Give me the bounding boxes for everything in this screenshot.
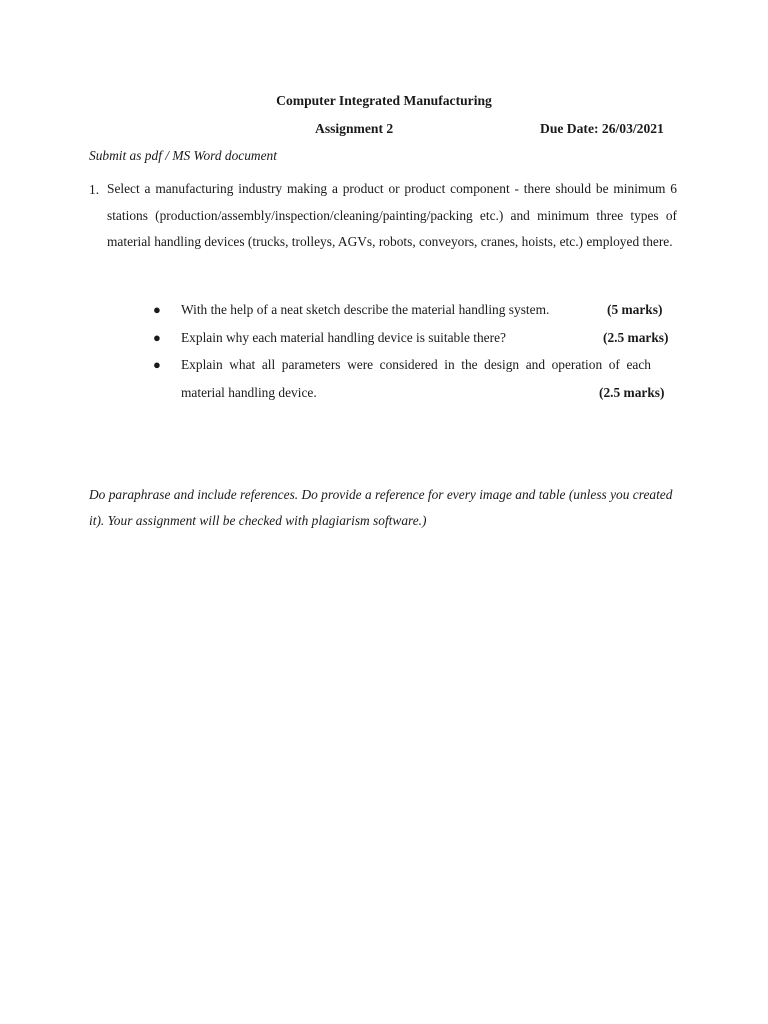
bullet-marks: (2.5 marks): [599, 384, 665, 400]
bullet-text: Explain why each material handling device is suitable there?: [181, 329, 506, 345]
bullet-item: [153, 324, 679, 352]
bullet-item: [153, 351, 679, 406]
due-date: Due Date: 26/03/2021: [540, 121, 664, 136]
bullet-icon: ●: [153, 357, 161, 372]
bullet-text: With the help of a neat sketch describe the material handling system.: [181, 302, 550, 317]
bullet-text: Explain what all parameters were considered in the design and operation of each material handling device.: [181, 357, 651, 400]
course-title: [0, 93, 768, 109]
question-number: 1.: [89, 182, 100, 197]
bullet-marks: (2.5 marks): [603, 329, 669, 345]
assignment-label: Assignment 2: [315, 121, 394, 136]
course-title-text: Computer Integrated Manufacturing: [276, 93, 492, 108]
submission-note: Submit as pdf / MS Word document: [89, 148, 277, 163]
bullet-icon: ●: [153, 302, 161, 317]
bullet-list: [153, 296, 679, 406]
instructions-note: Do paraphrase and include references. Do provide a reference for every image and table (unless you created it). Your assignment will be checked with plagiarism software.): [89, 487, 673, 528]
bullet-item: [153, 296, 679, 324]
question-text: Select a manufacturing industry making a product or product component - there should be minimum 6 stations (production/assembly/inspection/cleaning/painting/packing etc.) and minimum three types of material handling devices (trucks, trolleys, AGVs, robots, conveyors, cranes, hoists, etc.) employed there.: [107, 181, 677, 249]
bullet-icon: ●: [153, 329, 161, 345]
bullet-marks: (5 marks): [607, 302, 663, 317]
